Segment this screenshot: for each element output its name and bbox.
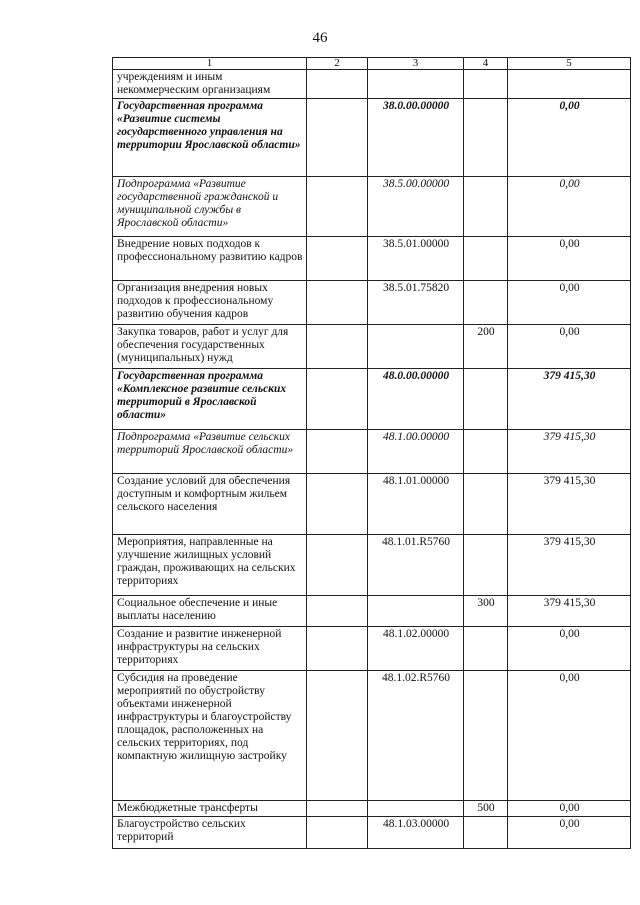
row-name-cell: Закупка товаров, работ и услуг для обеспечения государственных (муниципальных) нужд — [113, 325, 307, 369]
row-col2-cell — [307, 627, 368, 671]
row-vr-cell — [464, 281, 508, 325]
row-name-cell: Организация внедрения новых подходов к профессиональному развитию обучения кадров — [113, 281, 307, 325]
row-sum-cell: 0,00 — [508, 801, 631, 817]
row-col2-cell — [307, 177, 368, 237]
table-row — [113, 325, 631, 369]
row-sum-cell: 379 415,30 — [508, 596, 631, 627]
row-code-cell: 38.5.00.00000 — [368, 177, 464, 237]
row-sum-cell: 379 415,30 — [508, 430, 631, 474]
row-vr-cell — [464, 237, 508, 281]
row-name-cell: Подпрограмма «Развитие государственной гражданской и муниципальной службы в Ярославской области» — [113, 177, 307, 237]
row-name-cell: Создание и развитие инженерной инфраструктуры на сельских территориях — [113, 627, 307, 671]
row-name-cell: учреждениям и иным некоммерческим организациям — [113, 70, 307, 99]
row-name-cell: Благоустройство сельских территорий — [113, 817, 307, 849]
row-name-cell: Подпрограмма «Развитие сельских территорий Ярославской области» — [113, 430, 307, 474]
row-code-cell: 38.0.00.00000 — [368, 99, 464, 177]
table-row — [113, 70, 631, 99]
row-code-cell — [368, 325, 464, 369]
row-sum-cell: 0,00 — [508, 99, 631, 177]
row-code-cell — [368, 801, 464, 817]
table-row — [113, 177, 631, 237]
table-row — [113, 474, 631, 535]
row-name-cell: Государственная программа «Комплексное развитие сельских территорий в Ярославской области» — [113, 369, 307, 430]
row-vr-cell — [464, 177, 508, 237]
table-row — [113, 671, 631, 801]
row-name-cell: Субсидия на проведение мероприятий по обустройству объектами инженерной инфраструктуры и благоустройству площадок, расположенных на сельских территориях, под компактную жилищную застройку — [113, 671, 307, 801]
row-code-cell: 48.0.00.00000 — [368, 369, 464, 430]
table-row — [113, 801, 631, 817]
table-row — [113, 237, 631, 281]
row-col2-cell — [307, 369, 368, 430]
table-row — [113, 817, 631, 849]
row-col2-cell — [307, 99, 368, 177]
table-row — [113, 535, 631, 596]
row-col2-cell — [307, 325, 368, 369]
row-name-cell: Социальное обеспечение и иные выплаты населению — [113, 596, 307, 627]
header-cell: 3 — [368, 58, 464, 70]
header-cell: 1 — [113, 58, 307, 70]
table-row — [113, 627, 631, 671]
row-name-cell: Межбюджетные трансферты — [113, 801, 307, 817]
row-col2-cell — [307, 70, 368, 99]
row-code-cell: 48.1.02.R5760 — [368, 671, 464, 801]
row-code-cell: 48.1.01.00000 — [368, 474, 464, 535]
header-row — [113, 58, 631, 70]
row-vr-cell — [464, 817, 508, 849]
row-sum-cell — [508, 70, 631, 99]
row-col2-cell — [307, 535, 368, 596]
row-code-cell — [368, 70, 464, 99]
row-col2-cell — [307, 474, 368, 535]
row-vr-cell — [464, 535, 508, 596]
row-vr-cell: 300 — [464, 596, 508, 627]
row-code-cell: 48.1.00.00000 — [368, 430, 464, 474]
table-row — [113, 369, 631, 430]
table-row — [113, 281, 631, 325]
row-sum-cell: 379 415,30 — [508, 474, 631, 535]
row-sum-cell: 379 415,30 — [508, 535, 631, 596]
row-name-cell: Мероприятия, направленные на улучшение жилищных условий граждан, проживающих на сельских территориях — [113, 535, 307, 596]
row-vr-cell — [464, 369, 508, 430]
header-cell: 4 — [464, 58, 508, 70]
row-sum-cell: 0,00 — [508, 177, 631, 237]
row-col2-cell — [307, 430, 368, 474]
row-vr-cell — [464, 99, 508, 177]
row-vr-cell — [464, 70, 508, 99]
row-col2-cell — [307, 281, 368, 325]
row-code-cell: 38.5.01.00000 — [368, 237, 464, 281]
row-vr-cell — [464, 627, 508, 671]
page-number: 46 — [312, 30, 328, 46]
row-code-cell: 48.1.01.R5760 — [368, 535, 464, 596]
row-code-cell: 48.1.03.00000 — [368, 817, 464, 849]
row-vr-cell — [464, 474, 508, 535]
row-sum-cell: 0,00 — [508, 671, 631, 801]
row-sum-cell: 0,00 — [508, 237, 631, 281]
row-name-cell: Создание условий для обеспечения доступным и комфортным жильем сельского населения — [113, 474, 307, 535]
row-vr-cell: 500 — [464, 801, 508, 817]
row-col2-cell — [307, 237, 368, 281]
table-row — [113, 99, 631, 177]
row-code-cell: 48.1.02.00000 — [368, 627, 464, 671]
row-col2-cell — [307, 801, 368, 817]
row-sum-cell: 0,00 — [508, 627, 631, 671]
row-vr-cell — [464, 430, 508, 474]
row-col2-cell — [307, 817, 368, 849]
row-name-cell: Государственная программа «Развитие системы государственного управления на территории Ярославской области» — [113, 99, 307, 177]
row-sum-cell: 0,00 — [508, 325, 631, 369]
row-code-cell: 38.5.01.75820 — [368, 281, 464, 325]
table-row — [113, 430, 631, 474]
table-row — [113, 596, 631, 627]
row-sum-cell: 379 415,30 — [508, 369, 631, 430]
row-col2-cell — [307, 671, 368, 801]
row-col2-cell — [307, 596, 368, 627]
row-sum-cell: 0,00 — [508, 817, 631, 849]
row-name-cell: Внедрение новых подходов к профессиональному развитию кадров — [113, 237, 307, 281]
row-vr-cell: 200 — [464, 325, 508, 369]
row-vr-cell — [464, 671, 508, 801]
budget-table — [112, 57, 631, 849]
row-sum-cell: 0,00 — [508, 281, 631, 325]
row-code-cell — [368, 596, 464, 627]
header-cell: 5 — [508, 58, 631, 70]
header-cell: 2 — [307, 58, 368, 70]
